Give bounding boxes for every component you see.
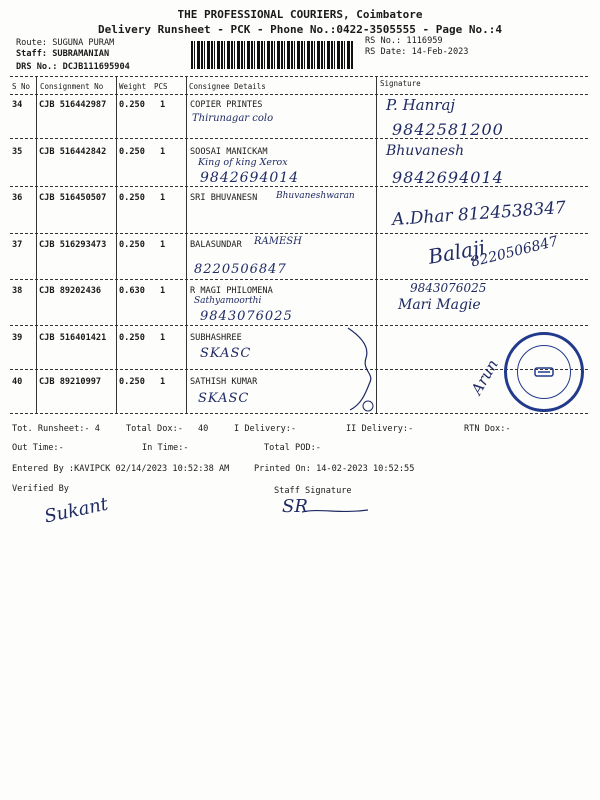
row-consignee: SUBHASHREE xyxy=(190,333,242,343)
row-pcs: 1 xyxy=(160,377,166,387)
row-sno: 35 xyxy=(12,147,23,157)
rs-date: RS Date: 14-Feb-2023 xyxy=(365,47,469,57)
printed-on: Printed On: 14-02-2023 10:52:55 xyxy=(254,464,415,474)
row-pcs: 1 xyxy=(160,147,166,157)
company-title: THE PROFESSIONAL COURIERS, Coimbatore xyxy=(177,8,423,21)
handwritten-note: Thirunagar colo xyxy=(192,113,274,124)
verified-signature: Sukant xyxy=(42,493,110,528)
row-rule xyxy=(10,233,588,234)
row-weight: 0.250 xyxy=(119,193,145,203)
total-pod: Total POD:- xyxy=(264,443,321,453)
bracket-scribble-icon xyxy=(340,326,380,416)
ii-delivery: II Delivery:- xyxy=(346,424,414,434)
handwritten-phone: 9843076025 xyxy=(200,309,293,324)
row-pcs: 1 xyxy=(160,286,166,296)
total-dox-value: 40 xyxy=(198,424,209,434)
row-weight: 0.250 xyxy=(119,240,145,250)
row-rule xyxy=(10,279,588,280)
receiver-signature: P. Hanraj xyxy=(386,96,456,114)
route-label: Route: SUGUNA PURAM xyxy=(16,38,115,48)
header-consignee: Consignee Details xyxy=(189,82,266,91)
handwritten-note: SKASC xyxy=(198,391,250,406)
header-pcs: PCS xyxy=(154,82,168,91)
i-delivery: I Delivery:- xyxy=(234,424,297,434)
row-consignment: CJB 516450507 xyxy=(39,193,107,203)
row-weight: 0.250 xyxy=(119,147,145,157)
row-consignment: CJB 89202436 xyxy=(39,286,102,296)
row-rule xyxy=(10,325,588,326)
handwritten-phone: 8220506847 xyxy=(194,262,287,277)
receiver-phone: 9842581200 xyxy=(392,120,504,139)
row-consignee: SOOSAI MANICKAM xyxy=(190,147,268,157)
rtn-dox: RTN Dox:- xyxy=(464,424,511,434)
receiver-phone: 9842694014 xyxy=(392,168,504,187)
handwritten-phone: 9842694014 xyxy=(200,170,300,186)
receiver-phone: 9843076025 xyxy=(410,281,487,295)
signature-stroke-icon xyxy=(300,504,370,518)
receiver-signature: Mari Magie xyxy=(398,297,481,313)
receiver-signature: Bhuvanesh xyxy=(386,143,465,159)
receiver-signature: Arun xyxy=(467,356,502,398)
total-runsheet: Tot. Runsheet:- 4 xyxy=(12,424,100,434)
row-rule xyxy=(10,186,588,187)
out-time: Out Time:- xyxy=(12,443,64,453)
office-stamp xyxy=(504,332,584,412)
row-sno: 37 xyxy=(12,240,23,250)
row-consignment: CJB 516401421 xyxy=(39,333,107,343)
handwritten-note: King of king Xerox xyxy=(198,157,288,168)
header-sno: S No xyxy=(12,82,31,91)
handwritten-note: Sathyamoorthi xyxy=(194,296,262,306)
row-rule xyxy=(10,369,588,370)
row-sno: 40 xyxy=(12,377,23,387)
row-consignee: R MAGI PHILOMENA xyxy=(190,286,273,296)
row-sno: 34 xyxy=(12,100,23,110)
col-divider xyxy=(186,76,187,413)
row-sno: 39 xyxy=(12,333,23,343)
row-consignee: SRI BHUVANESN xyxy=(190,193,258,203)
stamp-emblem-icon xyxy=(533,365,555,379)
receiver-signature: Balaji xyxy=(426,235,488,269)
row-consignment: CJB 516442987 xyxy=(39,100,107,110)
staff-signature-label: Staff Signature xyxy=(274,486,352,496)
row-consignment: CJB 89210997 xyxy=(39,377,102,387)
total-dox-label: Total Dox:- xyxy=(126,424,183,434)
header-weight: Weight xyxy=(119,82,147,91)
row-sno: 38 xyxy=(12,286,23,296)
header-signature: Signature xyxy=(380,79,421,88)
table-top-rule xyxy=(10,76,588,77)
row-weight: 0.630 xyxy=(119,286,145,296)
staff-signature: SR xyxy=(282,496,308,517)
in-time: In Time:- xyxy=(142,443,189,453)
row-consignment: CJB 516293473 xyxy=(39,240,107,250)
handwritten-note: RAMESH xyxy=(254,236,302,247)
drs-number: DRS No.: DCJB111695904 xyxy=(16,62,130,72)
row-pcs: 1 xyxy=(160,193,166,203)
col-divider xyxy=(116,76,117,413)
row-consignee: SATHISH KUMAR xyxy=(190,377,258,387)
row-rule xyxy=(10,138,588,139)
rs-number: RS No.: 1116959 xyxy=(365,36,443,46)
row-weight: 0.250 xyxy=(119,333,145,343)
row-weight: 0.250 xyxy=(119,377,145,387)
receiver-signature: A.Dhar 8124538347 xyxy=(391,197,567,231)
row-pcs: 1 xyxy=(160,100,166,110)
row-consignee: BALASUNDAR xyxy=(190,240,242,250)
verified-by-label: Verified By xyxy=(12,484,69,494)
row-consignee: COPIER PRINTES xyxy=(190,100,263,110)
handwritten-note: Bhuvaneshwaran xyxy=(276,191,355,201)
staff-label: Staff: SUBRAMANIAN xyxy=(16,49,110,59)
handwritten-note: SKASC xyxy=(200,346,252,361)
row-pcs: 1 xyxy=(160,240,166,250)
barcode xyxy=(191,41,353,69)
entered-by: Entered By :KAVIPCK 02/14/2023 10:52:38 AM xyxy=(12,464,230,474)
row-weight: 0.250 xyxy=(119,100,145,110)
receiver-phone: 8220506847 xyxy=(469,233,560,271)
runsheet-subtitle: Delivery Runsheet - PCK - Phone No.:0422-3505555 - Page No.:4 xyxy=(98,23,502,36)
row-sno: 36 xyxy=(12,193,23,203)
row-pcs: 1 xyxy=(160,333,166,343)
row-consignment: CJB 516442842 xyxy=(39,147,107,157)
table-bottom-rule xyxy=(10,413,588,414)
header-consignment: Consignment No xyxy=(40,82,104,91)
header-rule xyxy=(10,94,588,95)
col-divider xyxy=(36,76,37,413)
